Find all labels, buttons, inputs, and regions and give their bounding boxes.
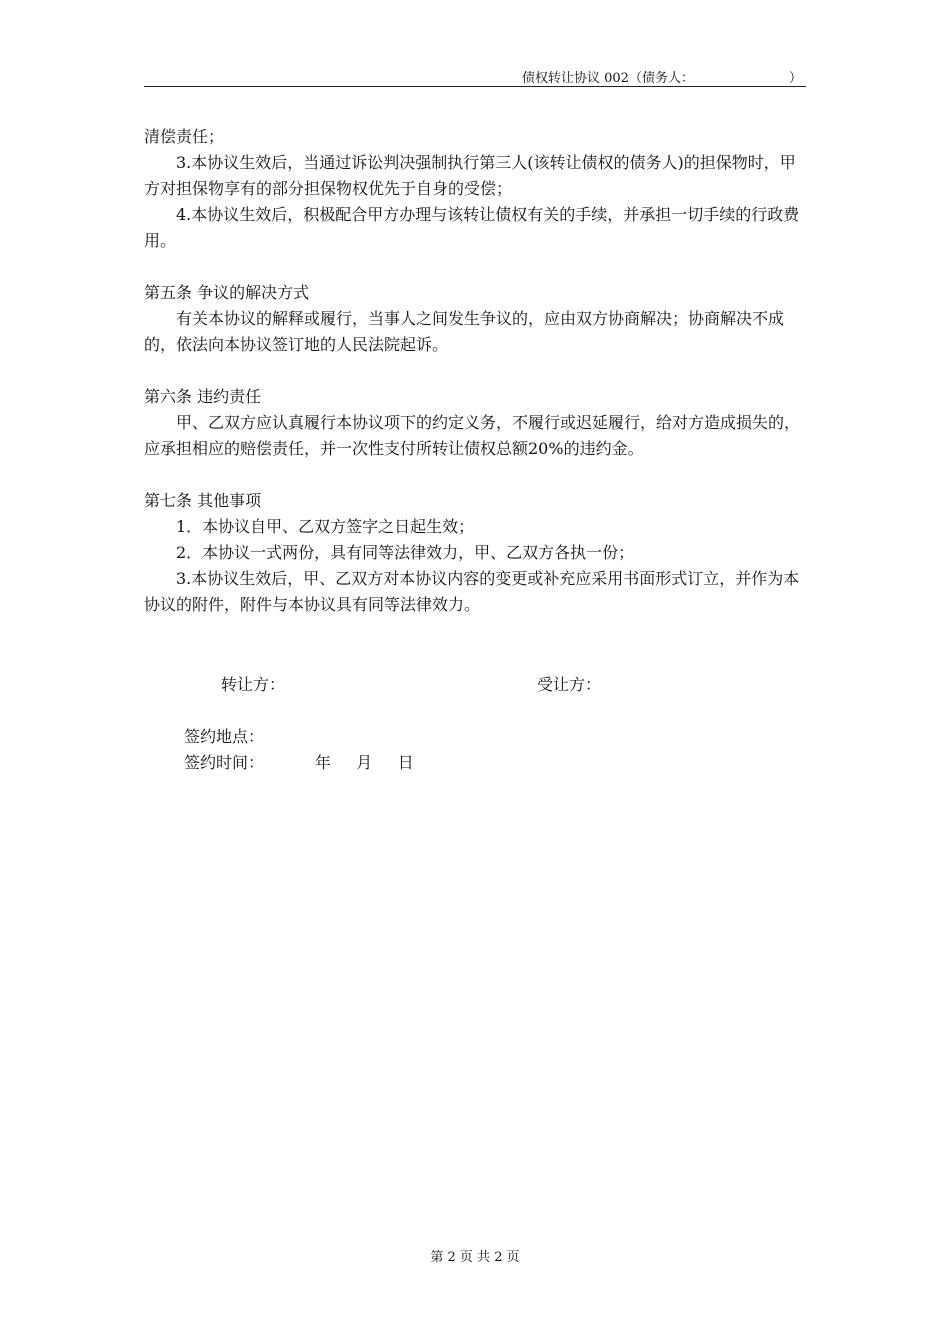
signing-place: 签约地点： — [184, 727, 265, 746]
signing-info — [184, 724, 414, 776]
page-header — [144, 66, 806, 87]
list-item: 1．本协议自甲、乙双方签字之日起生效； — [176, 517, 475, 536]
paragraph: 3.本协议生效后，当通过诉讼判决强制执行第三人(该转让债权的债务人)的担保物时，甲方对担保物享有的部分担保物权优先于自身的受偿； — [144, 153, 796, 198]
list-item: 2．本协议一式两份，具有同等法律效力，甲、乙双方各执一份； — [176, 543, 635, 562]
paragraph: 甲、乙双方应认真履行本协议项下的约定义务，不履行或迟延履行，给对方造成损失的，应承担相应的赔偿责任，并一次性支付所转让债权总额20%的违约金。 — [144, 413, 801, 458]
section-heading: 第五条 争议的解决方式 — [144, 283, 310, 302]
signing-time: 签约时间： 年 月 日 — [184, 753, 414, 772]
paragraph: 4.本协议生效后，积极配合甲方办理与该转让债权有关的手续，并承担一切手续的行政费用。 — [144, 205, 800, 250]
document-body — [144, 124, 806, 618]
list-item: 3.本协议生效后，甲、乙双方对本协议内容的变更或补充应采用书面形式订立，并作为本协议的附件，附件与本协议具有同等法律效力。 — [144, 569, 800, 614]
paragraph: 有关本协议的解释或履行，当事人之间发生争议的，应由双方协商解决；协商解决不成的，依法向本协议签订地的人民法院起诉。 — [144, 309, 785, 354]
transferor-label: 转让方： — [221, 675, 286, 694]
header-title: 债权转让协议 002（债务人： ） — [522, 71, 802, 86]
section-heading: 第七条 其他事项 — [144, 491, 262, 510]
transferee-label: 受让方： — [537, 675, 602, 694]
page-number: 第 2 页 共 2 页 — [430, 1250, 520, 1265]
section-heading: 第六条 违约责任 — [144, 387, 262, 406]
paragraph: 清偿责任； — [144, 127, 225, 146]
